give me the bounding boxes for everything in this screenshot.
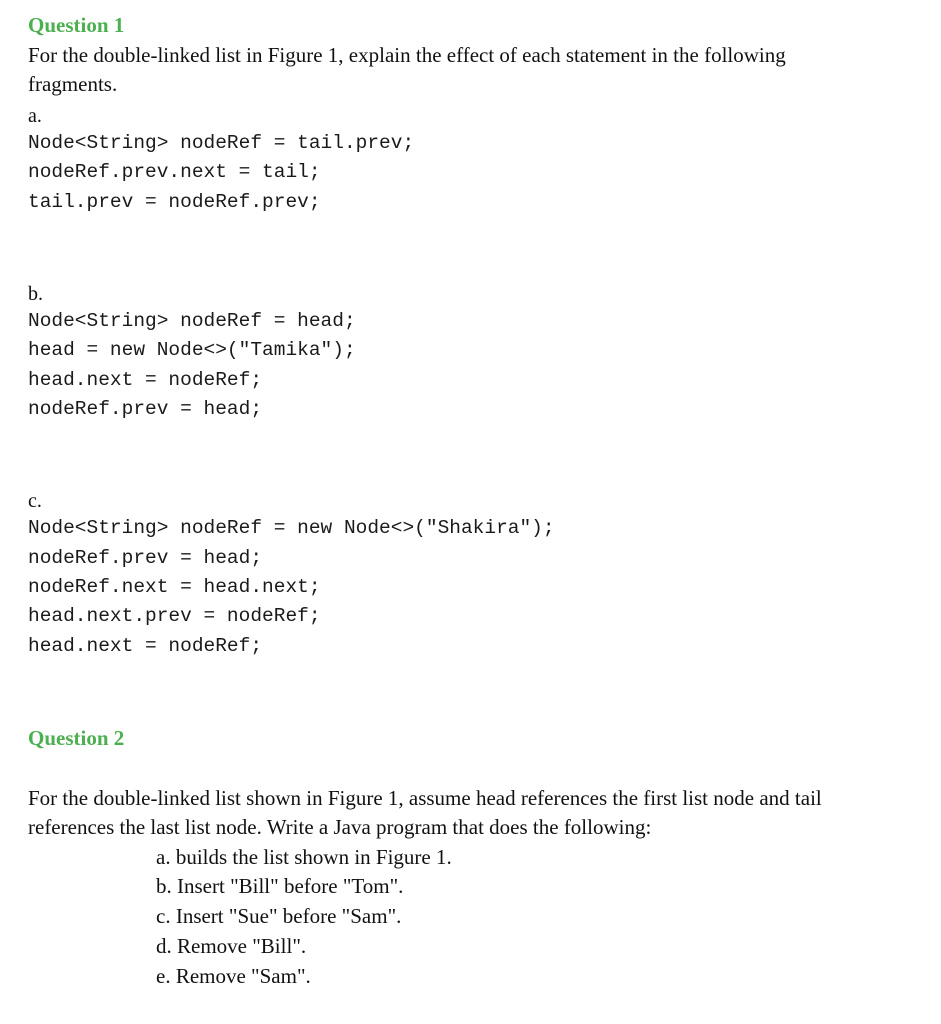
part-b-code-line-3: head.next = nodeRef;	[28, 369, 263, 391]
question-2-task-e: e. Remove "Sam".	[156, 964, 311, 988]
question-1-intro-line-1: For the double-linked list in Figure 1, explain the effect of each statement in the following	[28, 43, 786, 67]
question-2-task-b: b. Insert "Bill" before "Tom".	[156, 874, 404, 898]
part-a-label: a.	[28, 105, 42, 127]
part-b-label: b.	[28, 283, 43, 305]
question-2-title: Question 2	[28, 726, 125, 750]
question-1-intro-line-2: fragments.	[28, 72, 118, 96]
part-a-code-line-3: tail.prev = nodeRef.prev;	[28, 191, 321, 213]
part-c-code-line-2: nodeRef.prev = head;	[28, 547, 263, 569]
question-2-intro-line-2: references the last list node. Write a Java program that does the following:	[28, 815, 652, 839]
part-b-code-line-1: Node<String> nodeRef = head;	[28, 310, 356, 332]
part-a-code-line-2: nodeRef.prev.next = tail;	[28, 161, 321, 183]
part-c-code-line-5: head.next = nodeRef;	[28, 635, 263, 657]
part-c-label: c.	[28, 490, 42, 512]
question-2-task-a: a. builds the list shown in Figure 1.	[156, 845, 452, 869]
question-2-intro-line-1: For the double-linked list shown in Figure 1, assume head references the first list node and tail	[28, 786, 822, 810]
question-1-title: Question 1	[28, 13, 125, 37]
part-a-code-line-1: Node<String> nodeRef = tail.prev;	[28, 132, 415, 154]
question-2-task-d: d. Remove "Bill".	[156, 934, 307, 958]
part-c-code-line-4: head.next.prev = nodeRef;	[28, 605, 321, 627]
question-2-task-c: c. Insert "Sue" before "Sam".	[156, 904, 402, 928]
part-b-code-line-4: nodeRef.prev = head;	[28, 398, 263, 420]
part-c-code-line-1: Node<String> nodeRef = new Node<>("Shakira");	[28, 517, 555, 539]
part-b-code-line-2: head = new Node<>("Tamika");	[28, 339, 356, 361]
part-c-code-line-3: nodeRef.next = head.next;	[28, 576, 321, 598]
